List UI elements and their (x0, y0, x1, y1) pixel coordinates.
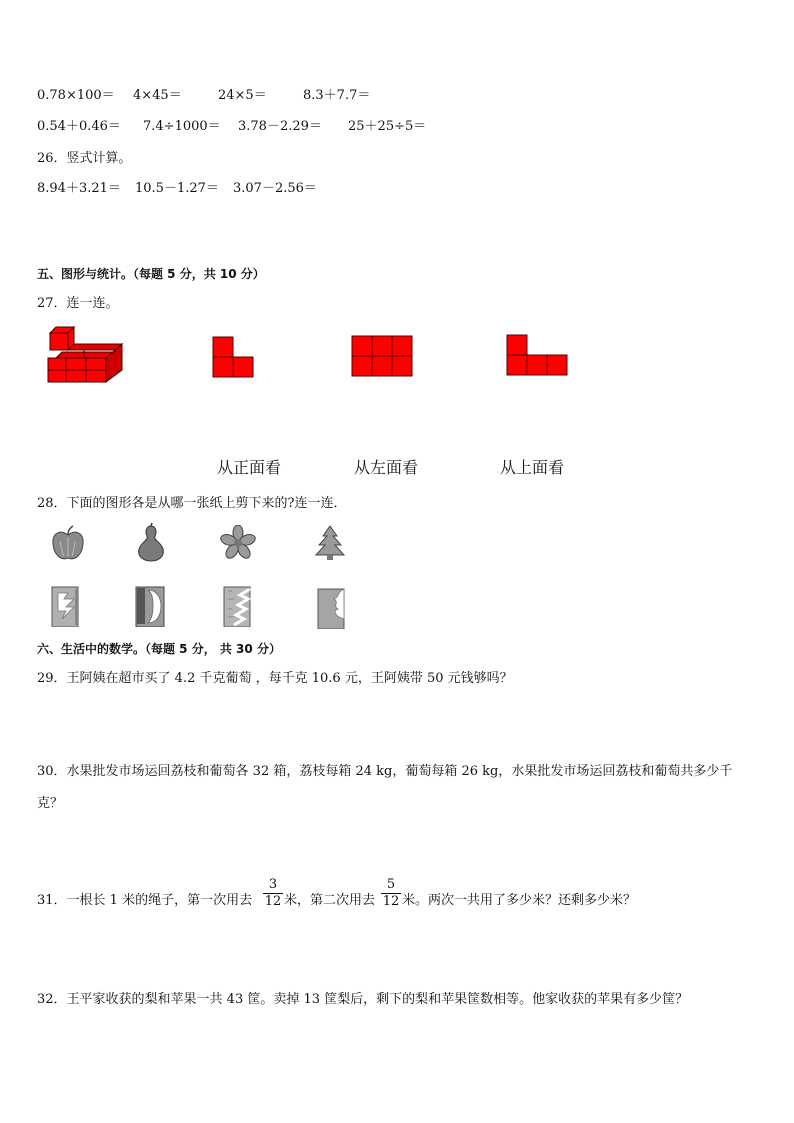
calc-item: 0.54＋0.46＝ (37, 119, 121, 134)
gourd-icon (134, 523, 168, 563)
view-label-front: 从正面看 (217, 458, 282, 477)
paper-sheet-3 (222, 585, 252, 627)
fraction-numerator: 5 (381, 877, 401, 894)
question-text: 米，第二次用去 (284, 893, 376, 908)
fraction-numerator: 3 (263, 877, 283, 894)
fraction-5-12 (381, 877, 401, 910)
calc-item: 24×5＝ (218, 88, 267, 103)
rectangle-grid-figure (351, 335, 413, 377)
question-text: 米。两次一共用了多少米？还剩多少米？ (402, 893, 637, 908)
calc-item: 8.94＋3.21＝ (37, 181, 121, 196)
calc-item: 0.78×100＝ (37, 88, 115, 103)
paper-sheet-4 (316, 587, 346, 629)
cube-stack-figure (44, 325, 126, 385)
question-text: 29．王阿姨在超市买了 4.2 千克葡萄 ，每千克 10.6 元，王阿姨带 50 元钱够吗？ (37, 671, 513, 686)
tree-icon (313, 525, 347, 561)
paper-sheet-2 (134, 585, 168, 627)
calc-item: 7.4÷1000＝ (143, 119, 221, 134)
flower-icon (220, 525, 256, 561)
question-title: 26．竖式计算。 (37, 151, 132, 166)
fraction-denominator: 12 (264, 894, 282, 909)
calc-item: 10.5－1.27＝ (135, 181, 219, 196)
calc-item: 4×45＝ (133, 88, 182, 103)
calc-item: 3.07－2.56＝ (233, 181, 317, 196)
section-heading: 六、生活中的数学。（每题 5 分， 共 30 分） (37, 642, 281, 656)
fraction-denominator: 12 (382, 894, 400, 909)
paper-sheet-1 (50, 585, 82, 627)
question-text: 31．一根长 1 米的绳子，第一次用去 (37, 893, 253, 908)
view-label-left: 从左面看 (354, 458, 419, 477)
apple-icon (50, 525, 86, 563)
question-title: 27．连一连。 (37, 296, 119, 311)
section-heading: 五、图形与统计。（每题 5 分，共 10 分） (37, 267, 265, 281)
l-shape-figure (212, 336, 256, 378)
question-text: 30．水果批发市场运回荔枝和葡萄各 32 箱，荔枝每箱 24 kg，葡萄每箱 26 kg，水果批发市场运回荔枝和葡萄共多少千 (37, 764, 733, 779)
fraction-3-12 (263, 877, 283, 910)
calc-item: 8.3＋7.7＝ (303, 88, 371, 103)
calc-item: 25＋25÷5＝ (348, 119, 427, 134)
long-l-shape-figure (506, 334, 570, 376)
view-label-top: 从上面看 (500, 458, 565, 477)
question-text-continued: 克？ (37, 796, 64, 811)
question-title: 28．下面的图形各是从哪一张纸上剪下来的?连一连． (37, 496, 347, 511)
question-text: 32．王平家收获的梨和苹果一共 43 筐。卖掉 13 筐梨后，剩下的梨和苹果筐数相等。他家收获的苹果有多少筐？ (37, 992, 689, 1007)
calc-item: 3.78－2.29＝ (238, 119, 322, 134)
